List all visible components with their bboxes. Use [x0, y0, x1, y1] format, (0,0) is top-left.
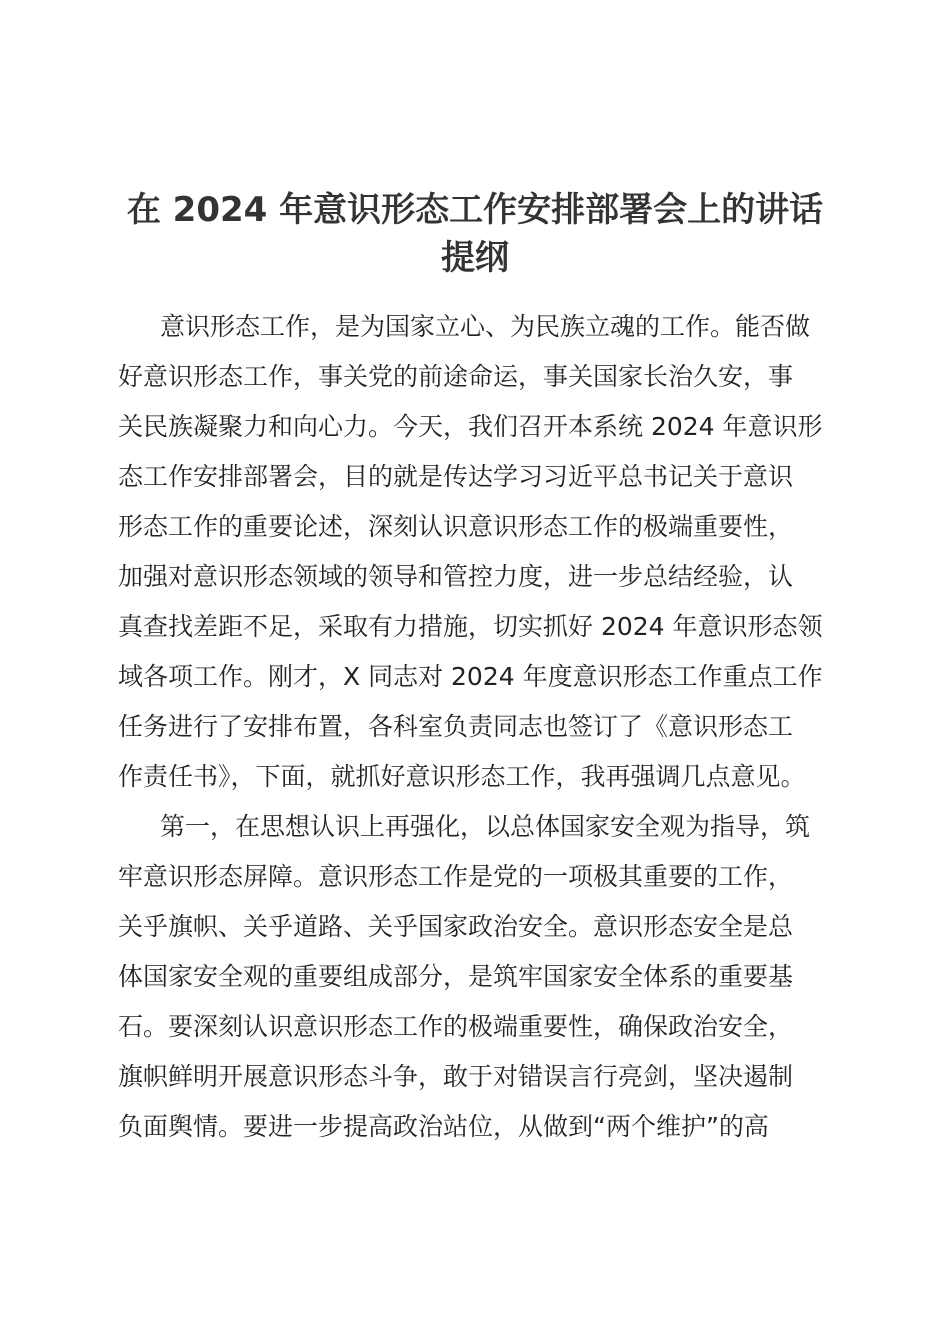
paragraph-1-line: 作责任书》，下面，就抓好意识形态工作，我再强调几点意见。	[118, 762, 806, 791]
paragraph-2-line: 石。要深刻认识意识形态工作的极端重要性，确保政治安全，	[118, 1012, 794, 1041]
paragraph-2-line: 旗帜鲜明开展意识形态斗争，敢于对错误言行亮剑，坚决遏制	[118, 1062, 794, 1091]
paragraph-1-line: 域各项工作。刚才，X 同志对 2024 年度意识形态工作重点工作	[118, 662, 823, 691]
document-title-line-2: 提纲	[441, 238, 509, 278]
paragraph-1-line: 关民族凝聚力和向心力。今天，我们召开本系统 2024 年意识形	[118, 412, 823, 441]
paragraph-2-line: 牢意识形态屏障。意识形态工作是党的一项极其重要的工作，	[118, 862, 794, 891]
paragraph-1-line: 态工作安排部署会，目的就是传达学习习近平总书记关于意识	[118, 462, 794, 491]
paragraph-2-line: 体国家安全观的重要组成部分，是筑牢国家安全体系的重要基	[118, 962, 794, 991]
paragraph-2-line: 关乎旗帜、关乎道路、关乎国家政治安全。意识形态安全是总	[118, 912, 794, 941]
paragraph-2-line: 第一，在思想认识上再强化，以总体国家安全观为指导，筑	[160, 812, 811, 841]
paragraph-1-line: 好意识形态工作，事关党的前途命运，事关国家长治久安，事	[118, 362, 794, 391]
paragraph-2-line: 负面舆情。要进一步提高政治站位，从做到“两个维护”的高	[118, 1112, 769, 1141]
paragraph-1-line: 形态工作的重要论述，深刻认识意识形态工作的极端重要性，	[118, 512, 794, 541]
paragraph-1-line: 意识形态工作，是为国家立心、为民族立魂的工作。能否做	[160, 312, 811, 341]
paragraph-1-line: 任务进行了安排布置，各科室负责同志也签订了《意识形态工	[118, 712, 794, 741]
document-title-line-1: 在 2024 年意识形态工作安排部署会上的讲话	[126, 190, 824, 230]
paragraph-1-line: 真查找差距不足，采取有力措施，切实抓好 2024 年意识形态领	[118, 612, 823, 641]
paragraph-1-line: 加强对意识形态领域的领导和管控力度，进一步总结经验，认	[118, 562, 794, 591]
